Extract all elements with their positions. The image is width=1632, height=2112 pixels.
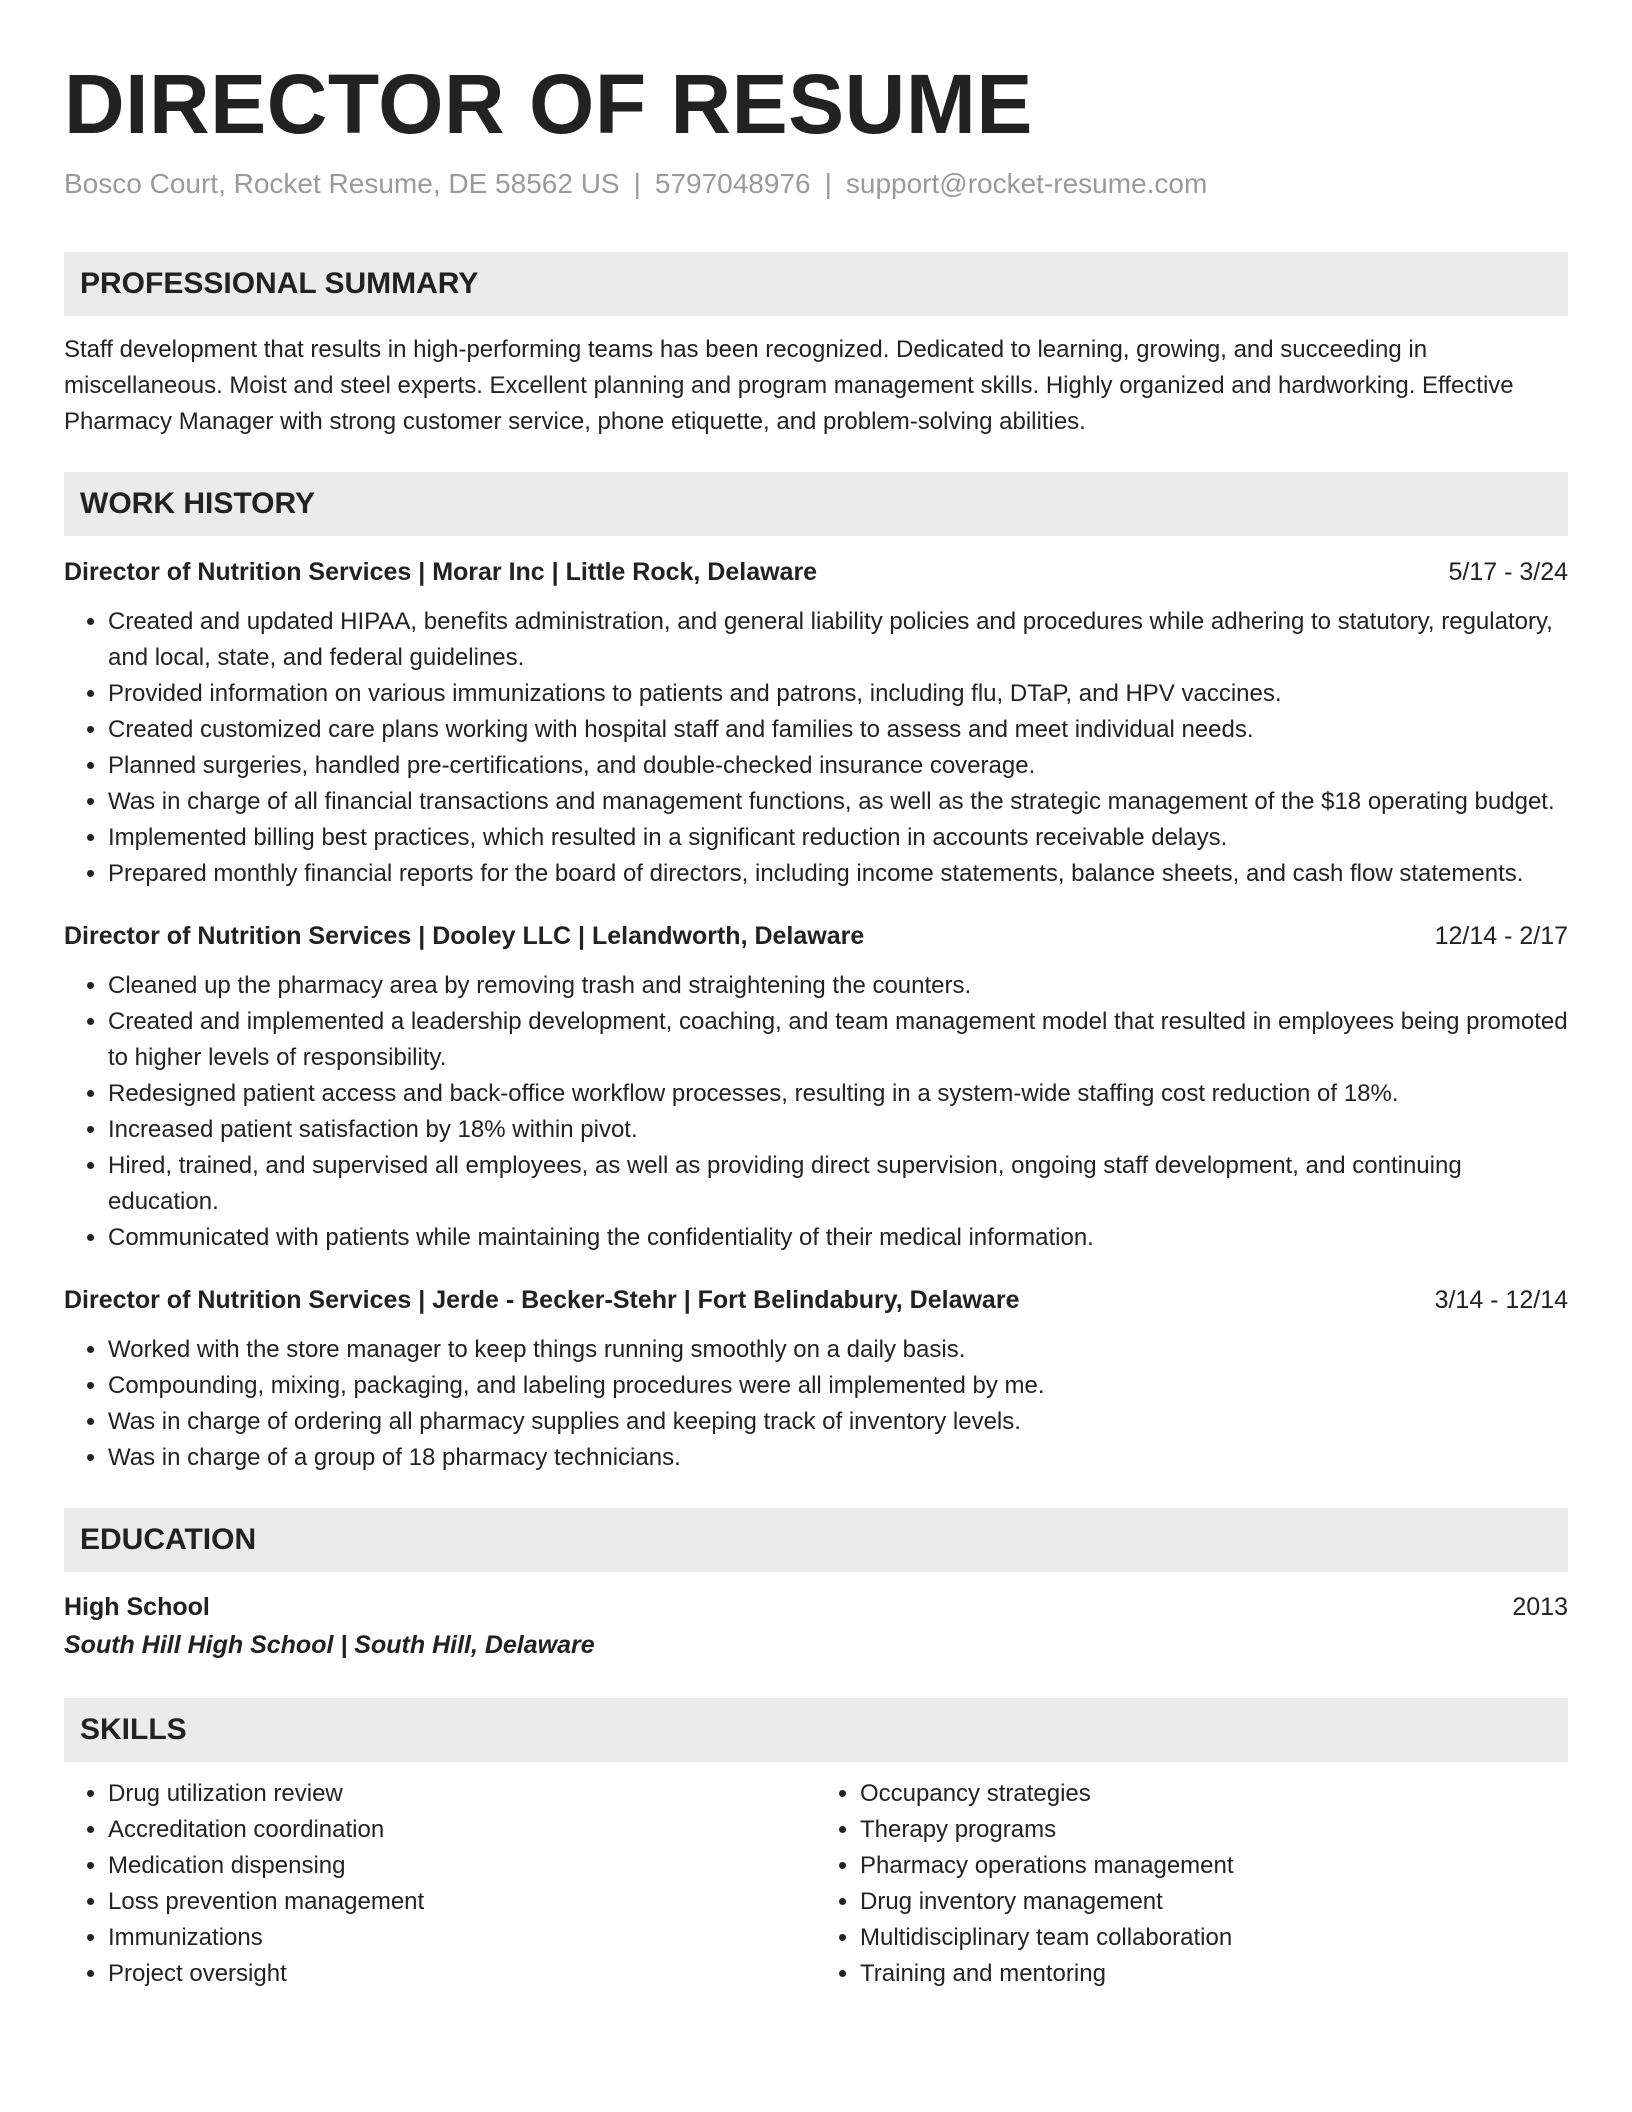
contact-email: support@rocket-resume.com	[845, 168, 1208, 199]
section-heading-work-history: WORK HISTORY	[64, 472, 1568, 536]
skill-item: • Occupancy strategies	[860, 1776, 1568, 1812]
job-bullet: • Prepared monthly financial reports for the board of directors, including income statements, balance sheets, and cash flow statements.	[108, 856, 1568, 892]
job-bullet: • Worked with the store manager to keep things running smoothly on a daily basis.	[108, 1332, 1568, 1368]
job-bullet: • Compounding, mixing, packaging, and labeling procedures were all implemented by me.	[108, 1368, 1568, 1404]
job-title: Director of Nutrition Services | Dooley LLC | Lelandworth, Delaware	[64, 922, 865, 950]
contact-phone: 5797048976	[654, 168, 811, 199]
job-bullet: • Increased patient satisfaction by 18% within pivot.	[108, 1112, 1568, 1148]
education-entry	[64, 1588, 1568, 1664]
job-bullet: • Hired, trained, and supervised all employees, as well as providing direct supervision, ongoing staff development, and continuing education.	[108, 1148, 1568, 1220]
section-heading-summary: PROFESSIONAL SUMMARY	[64, 252, 1568, 316]
contact-address: Bosco Court, Rocket Resume, DE 58562 US	[64, 168, 620, 199]
job-header	[64, 554, 1568, 590]
skills-list-left	[64, 1776, 816, 1992]
section-heading-education: EDUCATION	[64, 1508, 1568, 1572]
contact-line	[64, 166, 1568, 202]
job-bullet: • Cleaned up the pharmacy area by removing trash and straightening the counters.	[108, 968, 1568, 1004]
job-bullet: • Planned surgeries, handled pre-certifications, and double-checked insurance coverage.	[108, 748, 1568, 784]
job-bullet: • Redesigned patient access and back-office workflow processes, resulting in a system-wide staffing cost reduction of 18%.	[108, 1076, 1568, 1112]
job-header	[64, 1282, 1568, 1318]
job-entry	[64, 918, 1568, 1256]
skills-list-right	[816, 1776, 1568, 1992]
skill-item: • Immunizations	[108, 1920, 816, 1956]
skill-item: • Drug utilization review	[108, 1776, 816, 1812]
job-bullet: • Provided information on various immunizations to patients and patrons, including flu, DTaP, and HPV vaccines.	[108, 676, 1568, 712]
job-title: Director of Nutrition Services | Jerde - Becker-Stehr | Fort Belindabury, Delaware	[64, 1286, 1020, 1314]
job-title: Director of Nutrition Services | Morar Inc | Little Rock, Delaware	[64, 558, 818, 586]
job-entry	[64, 554, 1568, 892]
job-bullet: • Was in charge of all financial transactions and management functions, as well as the strategic management of the $18 operating budget.	[108, 784, 1568, 820]
job-bullet: • Created customized care plans working with hospital staff and families to assess and meet individual needs.	[108, 712, 1568, 748]
resume-name: DIRECTOR OF RESUME	[64, 57, 1033, 151]
job-bullets	[64, 1332, 1568, 1476]
education-school: South Hill High School | South Hill, Delaware	[64, 1631, 595, 1659]
job-bullet: • Was in charge of ordering all pharmacy supplies and keeping track of inventory levels.	[108, 1404, 1568, 1440]
skill-item: • Accreditation coordination	[108, 1812, 816, 1848]
job-entry	[64, 1282, 1568, 1476]
skill-item: • Project oversight	[108, 1956, 816, 1992]
job-bullet: • Created and implemented a leadership development, coaching, and team management model that resulted in employees being promoted to higher levels of responsibility.	[108, 1004, 1568, 1076]
skills-columns	[64, 1776, 1568, 1992]
job-bullets	[64, 604, 1568, 892]
skill-item: • Training and mentoring	[860, 1956, 1568, 1992]
job-dates: 12/14 - 2/17	[1434, 922, 1568, 950]
skill-item: • Medication dispensing	[108, 1848, 816, 1884]
job-bullet: • Implemented billing best practices, which resulted in a significant reduction in accounts receivable delays.	[108, 820, 1568, 856]
education-degree: High School	[64, 1593, 210, 1621]
skill-item: • Drug inventory management	[860, 1884, 1568, 1920]
skill-item: • Multidisciplinary team collaboration	[860, 1920, 1568, 1956]
skill-item: • Loss prevention management	[108, 1884, 816, 1920]
job-bullet: • Created and updated HIPAA, benefits administration, and general liability policies and procedures while adhering to statutory, regulatory, and local, state, and federal guidelines.	[108, 604, 1568, 676]
education-line	[64, 1588, 1568, 1626]
contact-separator: |	[633, 168, 641, 199]
skill-item: • Therapy programs	[860, 1812, 1568, 1848]
job-dates: 3/14 - 12/14	[1434, 1286, 1568, 1314]
job-header	[64, 918, 1568, 954]
work-history-list	[64, 554, 1568, 1476]
job-bullet: • Communicated with patients while maintaining the confidentiality of their medical information.	[108, 1220, 1568, 1256]
contact-separator: |	[824, 168, 832, 199]
education-year: 2013	[1512, 1593, 1568, 1621]
job-bullets	[64, 968, 1568, 1256]
job-bullet: • Was in charge of a group of 18 pharmacy technicians.	[108, 1440, 1568, 1476]
skill-item: • Pharmacy operations management	[860, 1848, 1568, 1884]
section-heading-skills: SKILLS	[64, 1698, 1568, 1762]
job-dates: 5/17 - 3/24	[1448, 558, 1568, 586]
summary-text: Staff development that results in high-performing teams has been recognized. Dedicated to learning, growing, and succeeding in miscellaneous. Moist and steel experts. Excellent planning and program management skills. Highly organized and hardworking. Effective Pharmacy Manager with strong customer service, phone etiquette, and problem-solving abilities.	[64, 336, 1514, 435]
